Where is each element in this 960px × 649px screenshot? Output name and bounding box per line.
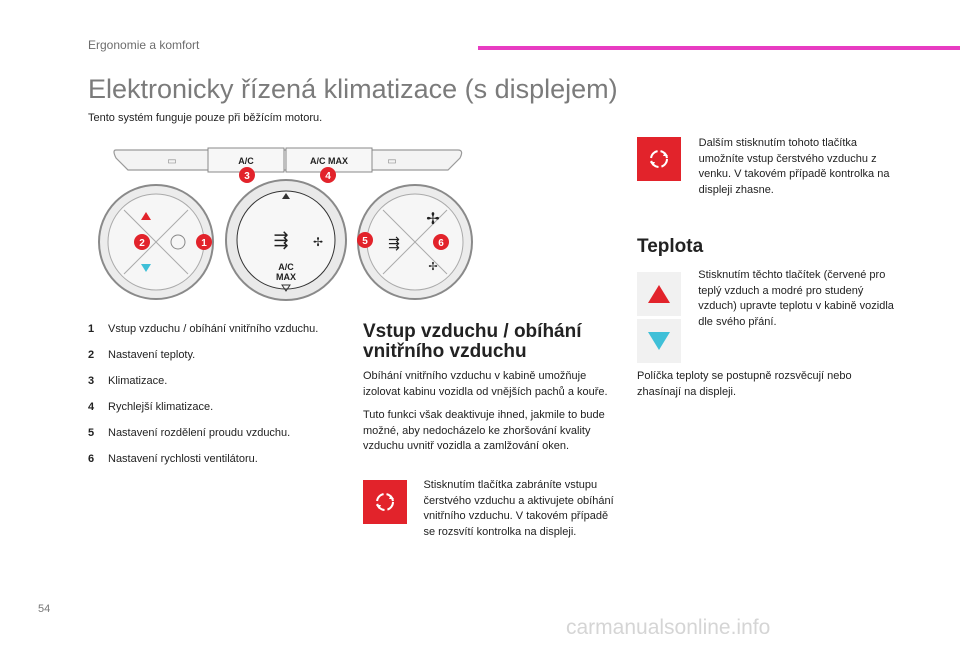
watermark: carmanualsonline.info: [566, 616, 771, 639]
dial-max-label: MAX: [276, 272, 296, 282]
airflow-icon: ⇶: [273, 230, 289, 250]
callout-2: [134, 234, 150, 250]
fresh-air-button-icon: [637, 137, 681, 181]
callout-3: [239, 167, 255, 183]
temperature-title: Teplota: [637, 236, 704, 257]
fan-dial: [358, 185, 472, 299]
temperature-dial: [99, 185, 213, 299]
air-paragraph-1: Obíhání vnitřního vzduchu v kabině umožňuje izolovat kabinu vozidla od vnějších pachů a kouře.: [363, 370, 608, 398]
climate-panel-diagram: [96, 140, 476, 302]
dial-ac-label: A/C: [278, 262, 294, 272]
temperature-bullet: Stisknutím těchto tlačítek (červené pro teplý vzduch a modré pro studený vzduch) upravte teplotu v kabině vozidla dle svého přání.: [698, 269, 894, 328]
callout-1: [196, 234, 212, 250]
svg-text:5: 5: [362, 236, 368, 247]
front-defrost-icon: ▭: [387, 156, 397, 167]
svg-text:4: 4: [325, 171, 331, 182]
air-intake-section: [363, 322, 613, 455]
page-title: Elektronicky řízená klimatizace (s displejem): [88, 74, 618, 104]
air-section-title: Vstup vzduchu / obíhání vnitřního vzduchu: [363, 321, 582, 362]
legend-list: [88, 322, 348, 478]
distribution-icon: ⇶: [388, 235, 400, 251]
display-dial: [226, 180, 346, 300]
svg-text:1: 1: [201, 238, 207, 249]
warm-button-icon: [637, 272, 681, 316]
cool-button-icon: [637, 319, 681, 363]
svg-text:3: 3: [244, 171, 250, 182]
legend-item: 3 Klimatizace.: [88, 375, 168, 387]
svg-text:6: 6: [438, 238, 444, 249]
rear-defrost-icon: ▭: [167, 156, 177, 167]
recirculation-button-icon: [363, 480, 407, 524]
svg-text:2: 2: [139, 238, 145, 249]
section-accent-bar: [478, 46, 960, 50]
fan-icon: ✢: [312, 235, 324, 249]
page-number: 54: [38, 603, 51, 615]
legend-item: 6 Nastavení rychlosti ventilátoru.: [88, 453, 258, 465]
legend-item: 4 Rychlejší klimatizace.: [88, 401, 214, 413]
acmax-button-label: A/C MAX: [310, 156, 348, 166]
air-bullet: Stisknutím tlačítka zabráníte vstupu čerstvého vzduchu a aktivujete obíhání vnitřního vzduchu. V takovém případě se rozsvítí kontrolka na displeji.: [418, 478, 618, 540]
callout-4: [320, 167, 336, 183]
air-paragraph-2: Tuto funkci však deaktivuje ihned, jakmile to bude možné, aby nedocházelo ke zhoršování kvality vzduchu uvnitř vozidla a zamlžování oken.: [363, 409, 605, 452]
callout-6: [433, 234, 449, 250]
section-label: Ergonomie a komfort: [88, 38, 200, 52]
temperature-note: Políčka teploty se postupně rozsvěcují nebo zhasínají na displeji.: [637, 370, 852, 398]
legend-item: 5 Nastavení rozdělení proudu vzduchu.: [88, 427, 291, 439]
ac-button-label: A/C: [238, 156, 254, 166]
intro-text: Tento systém funguje pouze při běžícím motoru.: [88, 112, 323, 124]
legend-item: 2 Nastavení teploty.: [88, 349, 196, 361]
fan-low-icon: ✢: [428, 261, 438, 273]
legend-item: 1 Vstup vzduchu / obíhání vnitřního vzduchu.: [88, 323, 319, 335]
callout-5: [357, 232, 373, 248]
fan-high-icon: ✢: [426, 211, 440, 228]
fresh-air-bullet: Dalším stisknutím tohoto tlačítka umožníte vstup čerstvého vzduchu z venku. V takovém případě kontrolka na displeji zhasne.: [698, 137, 890, 196]
